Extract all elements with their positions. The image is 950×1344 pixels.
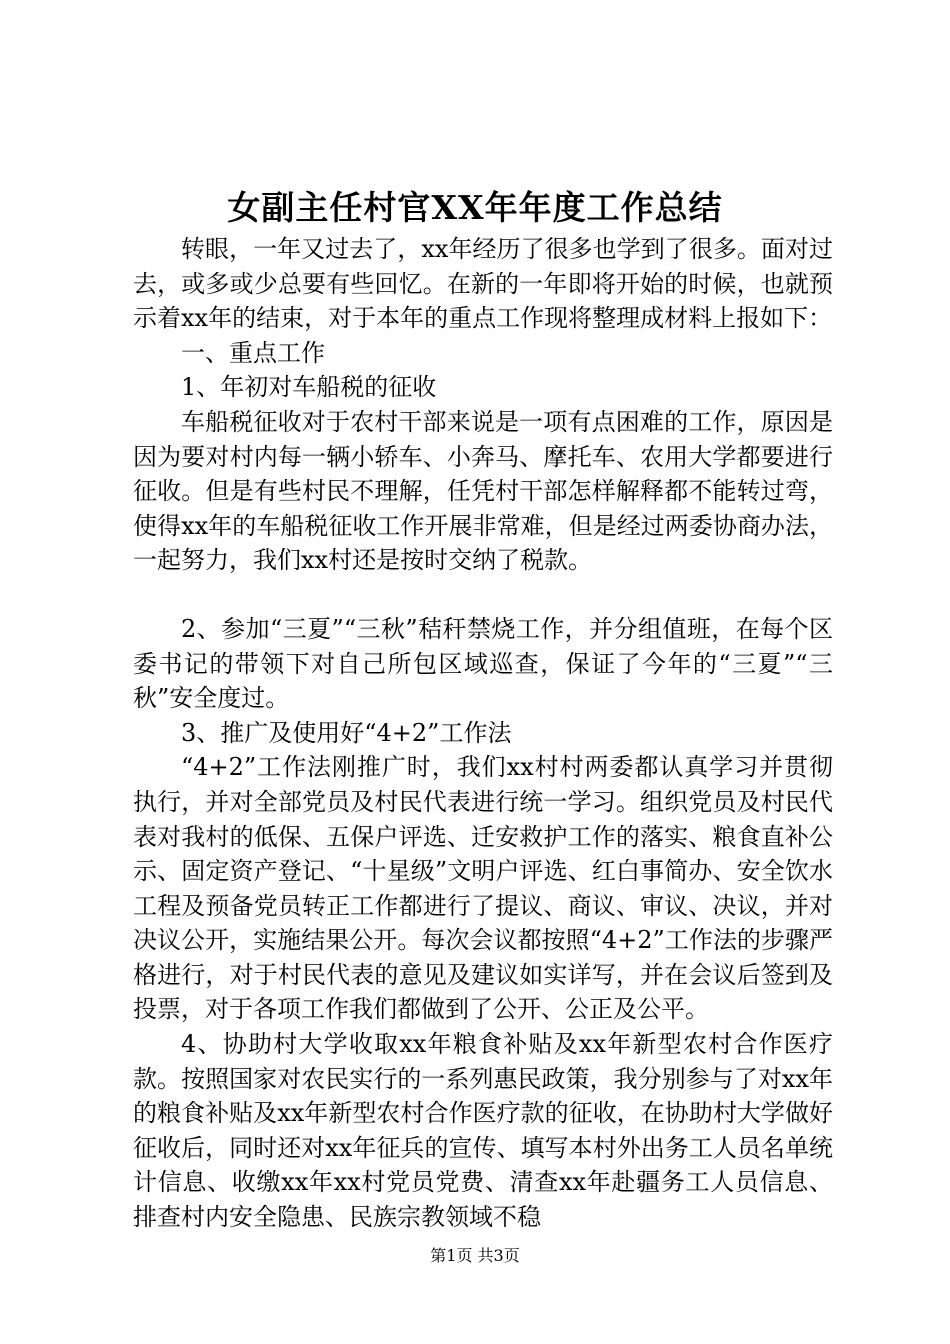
document-body	[133, 232, 833, 1235]
page-number: 第1页 共3页	[430, 1246, 520, 1265]
document-title: 女副主任村官XX年年度工作总结	[227, 188, 723, 227]
paragraph-work-method: “4+2”工作法刚推广时，我们xx村村两委都认真学习并贯彻执行，并对全部党员及村民代表进行统一学习。组织党员及村民代表对我村的低保、五保户评选、迁安救护工作的落实、粮食直补公示、固定资产登记、“十星级”文明户评选、红白事简办、安全饮水工程及预备党员转正工作都进行了提议、商议、审议、决议，并对决议公开，实施结果公开。每次会议都按照“4+2”工作法的步骤严格进行，对于村民代表的意见及建议如实详写，并在会议后签到及投票，对于各项工作我们都做到了公开、公正及公平。	[133, 753, 833, 1024]
item-heading-vehicle-tax: 1、年初对车船税的征收	[181, 373, 437, 402]
item-heading-work-method: 3、推广及使用好“4+2”工作法	[181, 718, 512, 747]
paragraph-straw-burning: 2、参加“三夏”“三秋”秸秆禁烧工作，并分组值班，在每个区委书记的带领下对自己所包区域巡查，保证了今年的“三夏”“三秋”安全度过。	[133, 614, 833, 713]
paragraph-subsidy-collection: 4、协助村大学收取xx年粮食补贴及xx年新型农村合作医疗款。按照国家对农民实行的一系列惠民政策，我分别参与了对xx年的粮食补贴及xx年新型农村合作医疗款的征收，在协助村大学做好征收后，同时还对xx年征兵的宣传、填写本村外出务工人员名单统计信息、收缴xx年xx村党员党费、清查xx年赴疆务工人员信息、排查村内安全隐患、民族宗教领域不稳	[133, 1030, 833, 1232]
paragraph-vehicle-tax: 车船税征收对于农村干部来说是一项有点困难的工作，原因是因为要对村内每一辆小轿车、小奔马、摩托车、农用大学都要进行征收。但是有些村民不理解，任凭村干部怎样解释都不能转过弯，使得xx年的车船税征收工作开展非常难，但是经过两委协商办法，一起努力，我们xx村还是按时交纳了税款。	[133, 407, 833, 575]
section-heading-key-work: 一、重点工作	[181, 338, 325, 367]
paragraph-intro: 转眼，一年又过去了，xx年经历了很多也学到了很多。面对过去，或多或少总要有些回忆。在新的一年即将开始的时候，也就预示着xx年的结束，对于本年的重点工作现将整理成材料上报如下：	[133, 235, 833, 333]
